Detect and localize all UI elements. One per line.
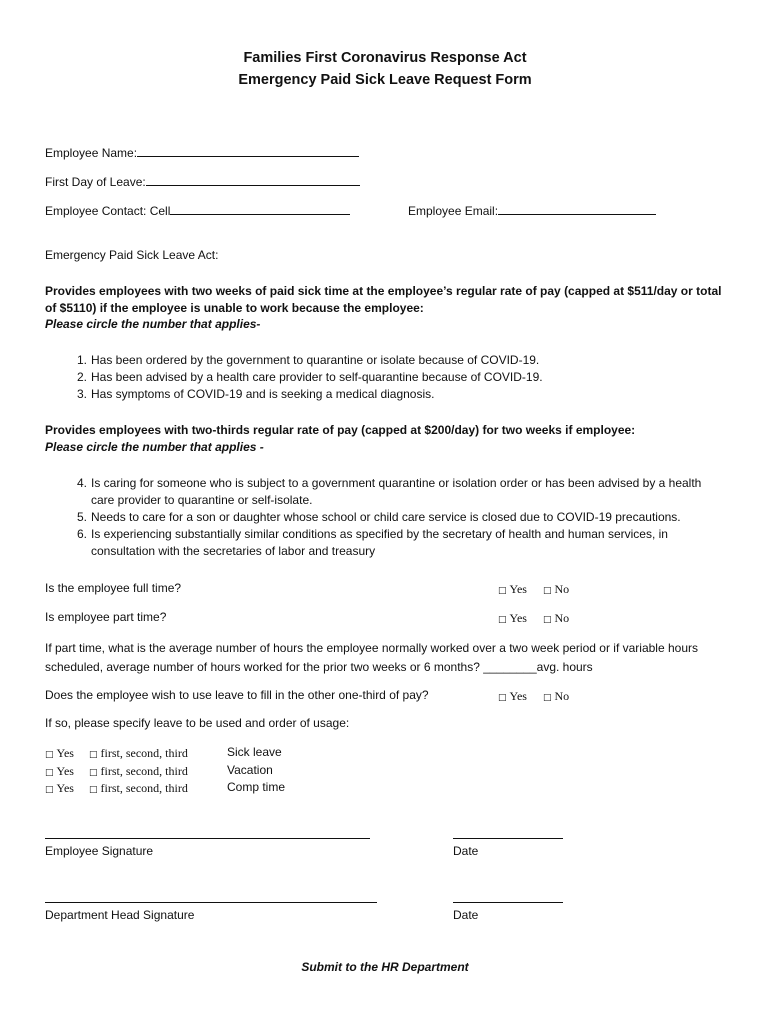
checkbox-icon: □: [45, 750, 54, 760]
department-signature-label: Department Head Signature: [45, 908, 195, 922]
department-date-line[interactable]: [453, 902, 563, 903]
checkbox-icon: □: [498, 615, 507, 625]
one-third-yes-option[interactable]: □ Yes: [498, 689, 527, 703]
employee-signature-line[interactable]: [45, 838, 370, 839]
section2-text: Provides employees with two-thirds regular rate of pay (capped at $200/day) for two weeks if employee:: [45, 423, 636, 437]
employee-signature-label: Employee Signature: [45, 844, 154, 858]
part-time-yes-option[interactable]: □ Yes: [498, 611, 527, 625]
checkbox-icon: □: [543, 693, 552, 703]
first-day-field[interactable]: [146, 173, 360, 186]
checkbox-icon: □: [89, 768, 98, 778]
email-row: [408, 202, 656, 218]
full-time-no-option[interactable]: □ No: [543, 582, 570, 596]
first-day-label: First Day of Leave:: [45, 175, 146, 189]
checkbox-icon: □: [89, 785, 98, 795]
employee-name-field[interactable]: [137, 144, 359, 157]
checkbox-icon: □: [45, 785, 54, 795]
act-heading: Emergency Paid Sick Leave Act:: [45, 248, 219, 262]
employee-name-row: [45, 144, 359, 160]
leave-type-vacation: Vacation: [227, 763, 273, 777]
cell-field[interactable]: [170, 202, 350, 215]
checkbox-icon: □: [498, 586, 507, 596]
reason-item-5[interactable]: 5. Needs to care for a son or daughter whose school or child care service is closed due to COVID-19 precautions.: [76, 510, 681, 524]
full-time-question: Is the employee full time?: [45, 581, 182, 595]
leave-type-sick: Sick leave: [227, 745, 282, 759]
section1-list: [76, 352, 711, 403]
form-title-act: Families First Coronavirus Response Act: [243, 50, 527, 66]
reason-item-2[interactable]: 2. Has been advised by a health care provider to self-quarantine because of COVID-19.: [76, 370, 543, 384]
hours-question: If part time, what is the average number of hours the employee normally worked over a two week period or if variable hours scheduled, average number of hours worked for the prior two weeks or 6 months? ________avg. hours: [45, 641, 698, 674]
submit-note: Submit to the HR Department: [301, 960, 469, 974]
contact-row: [45, 202, 350, 218]
form-title-request: Emergency Paid Sick Leave Request Form: [238, 72, 532, 88]
part-time-no-option[interactable]: □ No: [543, 611, 570, 625]
department-signature-line[interactable]: [45, 902, 377, 903]
checkbox-icon: □: [543, 615, 552, 625]
leave-option-3-yes[interactable]: □ Yes: [45, 781, 74, 795]
part-time-question: Is employee part time?: [45, 610, 167, 624]
first-day-row: [45, 173, 360, 189]
reason-item-3[interactable]: 3. Has symptoms of COVID-19 and is seeking a medical diagnosis.: [76, 387, 435, 401]
leave-option-2-yes[interactable]: □ Yes: [45, 764, 74, 778]
section2-instruction: Please circle the number that applies -: [45, 440, 264, 454]
leave-option-1-yes[interactable]: □ Yes: [45, 746, 74, 760]
reason-item-4[interactable]: 4. Is caring for someone who is subject to a government quarantine or isolation order or has been advised by a health care provider to quarantine or self-isolate.: [76, 476, 702, 507]
employee-date-label: Date: [453, 844, 479, 858]
department-date-label: Date: [453, 908, 479, 922]
full-time-yes-option[interactable]: □ Yes: [498, 582, 527, 596]
employee-name-label: Employee Name:: [45, 146, 138, 160]
avg-hours-field[interactable]: ________: [483, 660, 537, 674]
contact-label: Employee Contact: Cell: [45, 204, 171, 218]
leave-option-1-order[interactable]: □ first, second, third: [89, 746, 188, 760]
one-third-question: Does the employee wish to use leave to fill in the other one-third of pay?: [45, 688, 429, 702]
section1-text: Provides employees with two weeks of paid sick time at the employee’s regular rate of pay (capped at $511/day or total of $5110) if the employee is unable to work because the employee:: [45, 284, 722, 315]
employee-date-line[interactable]: [453, 838, 563, 839]
checkbox-icon: □: [45, 768, 54, 778]
reason-item-6[interactable]: 6. Is experiencing substantially similar conditions as specified by the secretary of health and human services, in consultation with the secretaries of labor and treasury: [76, 527, 668, 558]
specify-question: If so, please specify leave to be used and order of usage:: [45, 716, 350, 730]
checkbox-icon: □: [543, 586, 552, 596]
leave-type-comp: Comp time: [227, 780, 286, 794]
email-label: Employee Email:: [408, 204, 499, 218]
section2-list: [76, 475, 711, 560]
leave-option-2-order[interactable]: □ first, second, third: [89, 764, 188, 778]
one-third-no-option[interactable]: □ No: [543, 689, 570, 703]
checkbox-icon: □: [498, 693, 507, 703]
section1-instruction: Please circle the number that applies-: [45, 317, 261, 331]
reason-item-1[interactable]: 1. Has been ordered by the government to quarantine or isolate because of COVID-19.: [76, 353, 540, 367]
email-field[interactable]: [498, 202, 656, 215]
checkbox-icon: □: [89, 750, 98, 760]
leave-option-3-order[interactable]: □ first, second, third: [89, 781, 188, 795]
